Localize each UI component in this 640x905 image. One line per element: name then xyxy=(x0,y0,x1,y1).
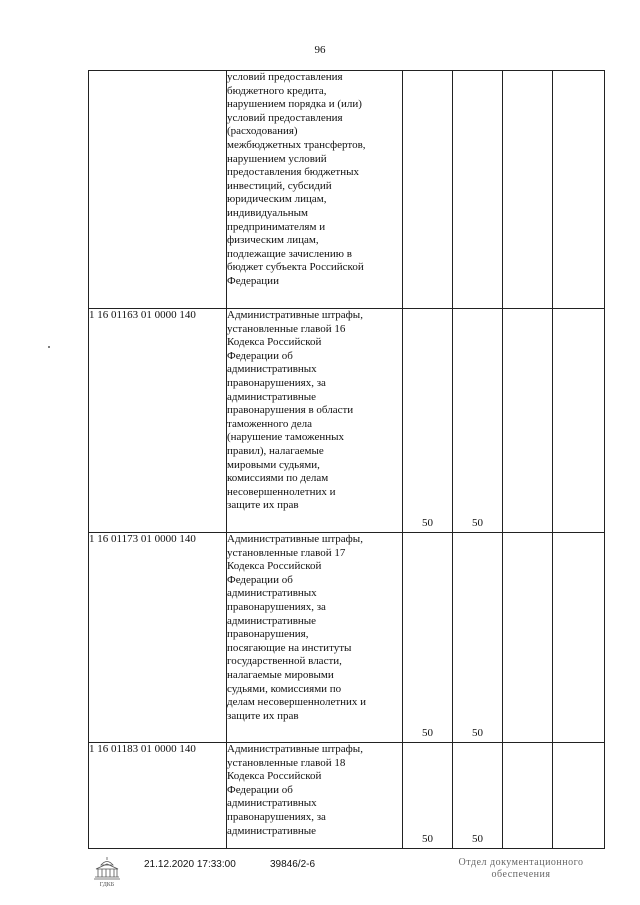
description-cell: условий предоставления бюджетного кредита, нарушением порядка и (или) условий предоставления (расходования) межбюджетных трансфертов, нарушением условий предоставления бюджетных инвестиций, субсидий юридическим лицам, индивидуальным предпринимателям и физическим лицам, подлежащие зачислению в бюджет субъекта Российской Федерации xyxy=(227,71,403,309)
value-cell-2: 50 xyxy=(453,309,503,533)
value-cell-2 xyxy=(453,71,503,309)
value-cell-3 xyxy=(503,743,553,849)
logo-lettering: ГДКБ xyxy=(99,882,115,887)
table-row xyxy=(89,533,605,743)
value-cell-3 xyxy=(503,71,553,309)
description-cell: Административные штрафы, установленные главой 18 Кодекса Российской Федерации об административных правонарушениях, за административные xyxy=(227,743,403,849)
description-cell: Административные штрафы, установленные главой 16 Кодекса Российской Федерации об административных правонарушениях, за административные правонарушения в области таможенного дела (нарушение таможенных правил), налагаемые мировыми судьями, комиссиями по делам несовершеннолетних и защите их прав xyxy=(227,309,403,533)
department-stamp xyxy=(446,857,596,881)
code-cell: 1 16 01173 01 0000 140 xyxy=(89,533,227,743)
building-logo-icon xyxy=(92,855,122,887)
value-cell-2: 50 xyxy=(453,533,503,743)
budget-table xyxy=(88,70,605,849)
scan-speck xyxy=(48,346,50,348)
page-footer xyxy=(0,855,640,895)
value-cell-4 xyxy=(553,71,605,309)
value-cell-2: 50 xyxy=(453,743,503,849)
value-cell-4 xyxy=(553,533,605,743)
value-cell-3 xyxy=(503,533,553,743)
stamp-line-2: обеспечения xyxy=(491,869,551,880)
value-cell-1: 50 xyxy=(403,533,453,743)
description-cell: Административные штрафы, установленные главой 17 Кодекса Российской Федерации об административных правонарушениях, за административные правонарушения, посягающие на институты государственной власти, налагаемые мировыми судьями, комиссиями по делам несовершеннолетних и защите их прав xyxy=(227,533,403,743)
timestamp: 21.12.2020 17:33:00 xyxy=(144,859,236,870)
value-cell-4 xyxy=(553,743,605,849)
value-cell-4 xyxy=(553,309,605,533)
code-cell xyxy=(89,71,227,309)
code-cell: 1 16 01163 01 0000 140 xyxy=(89,309,227,533)
table-row xyxy=(89,309,605,533)
table-row xyxy=(89,71,605,309)
page-number: 96 xyxy=(314,44,326,56)
value-cell-1: 50 xyxy=(403,309,453,533)
value-cell-1: 50 xyxy=(403,743,453,849)
value-cell-3 xyxy=(503,309,553,533)
stamp-line-1: Отдел документационного xyxy=(458,857,584,868)
document-number: 39846/2-6 xyxy=(270,859,316,870)
table-row xyxy=(89,743,605,849)
value-cell-1 xyxy=(403,71,453,309)
code-cell: 1 16 01183 01 0000 140 xyxy=(89,743,227,849)
